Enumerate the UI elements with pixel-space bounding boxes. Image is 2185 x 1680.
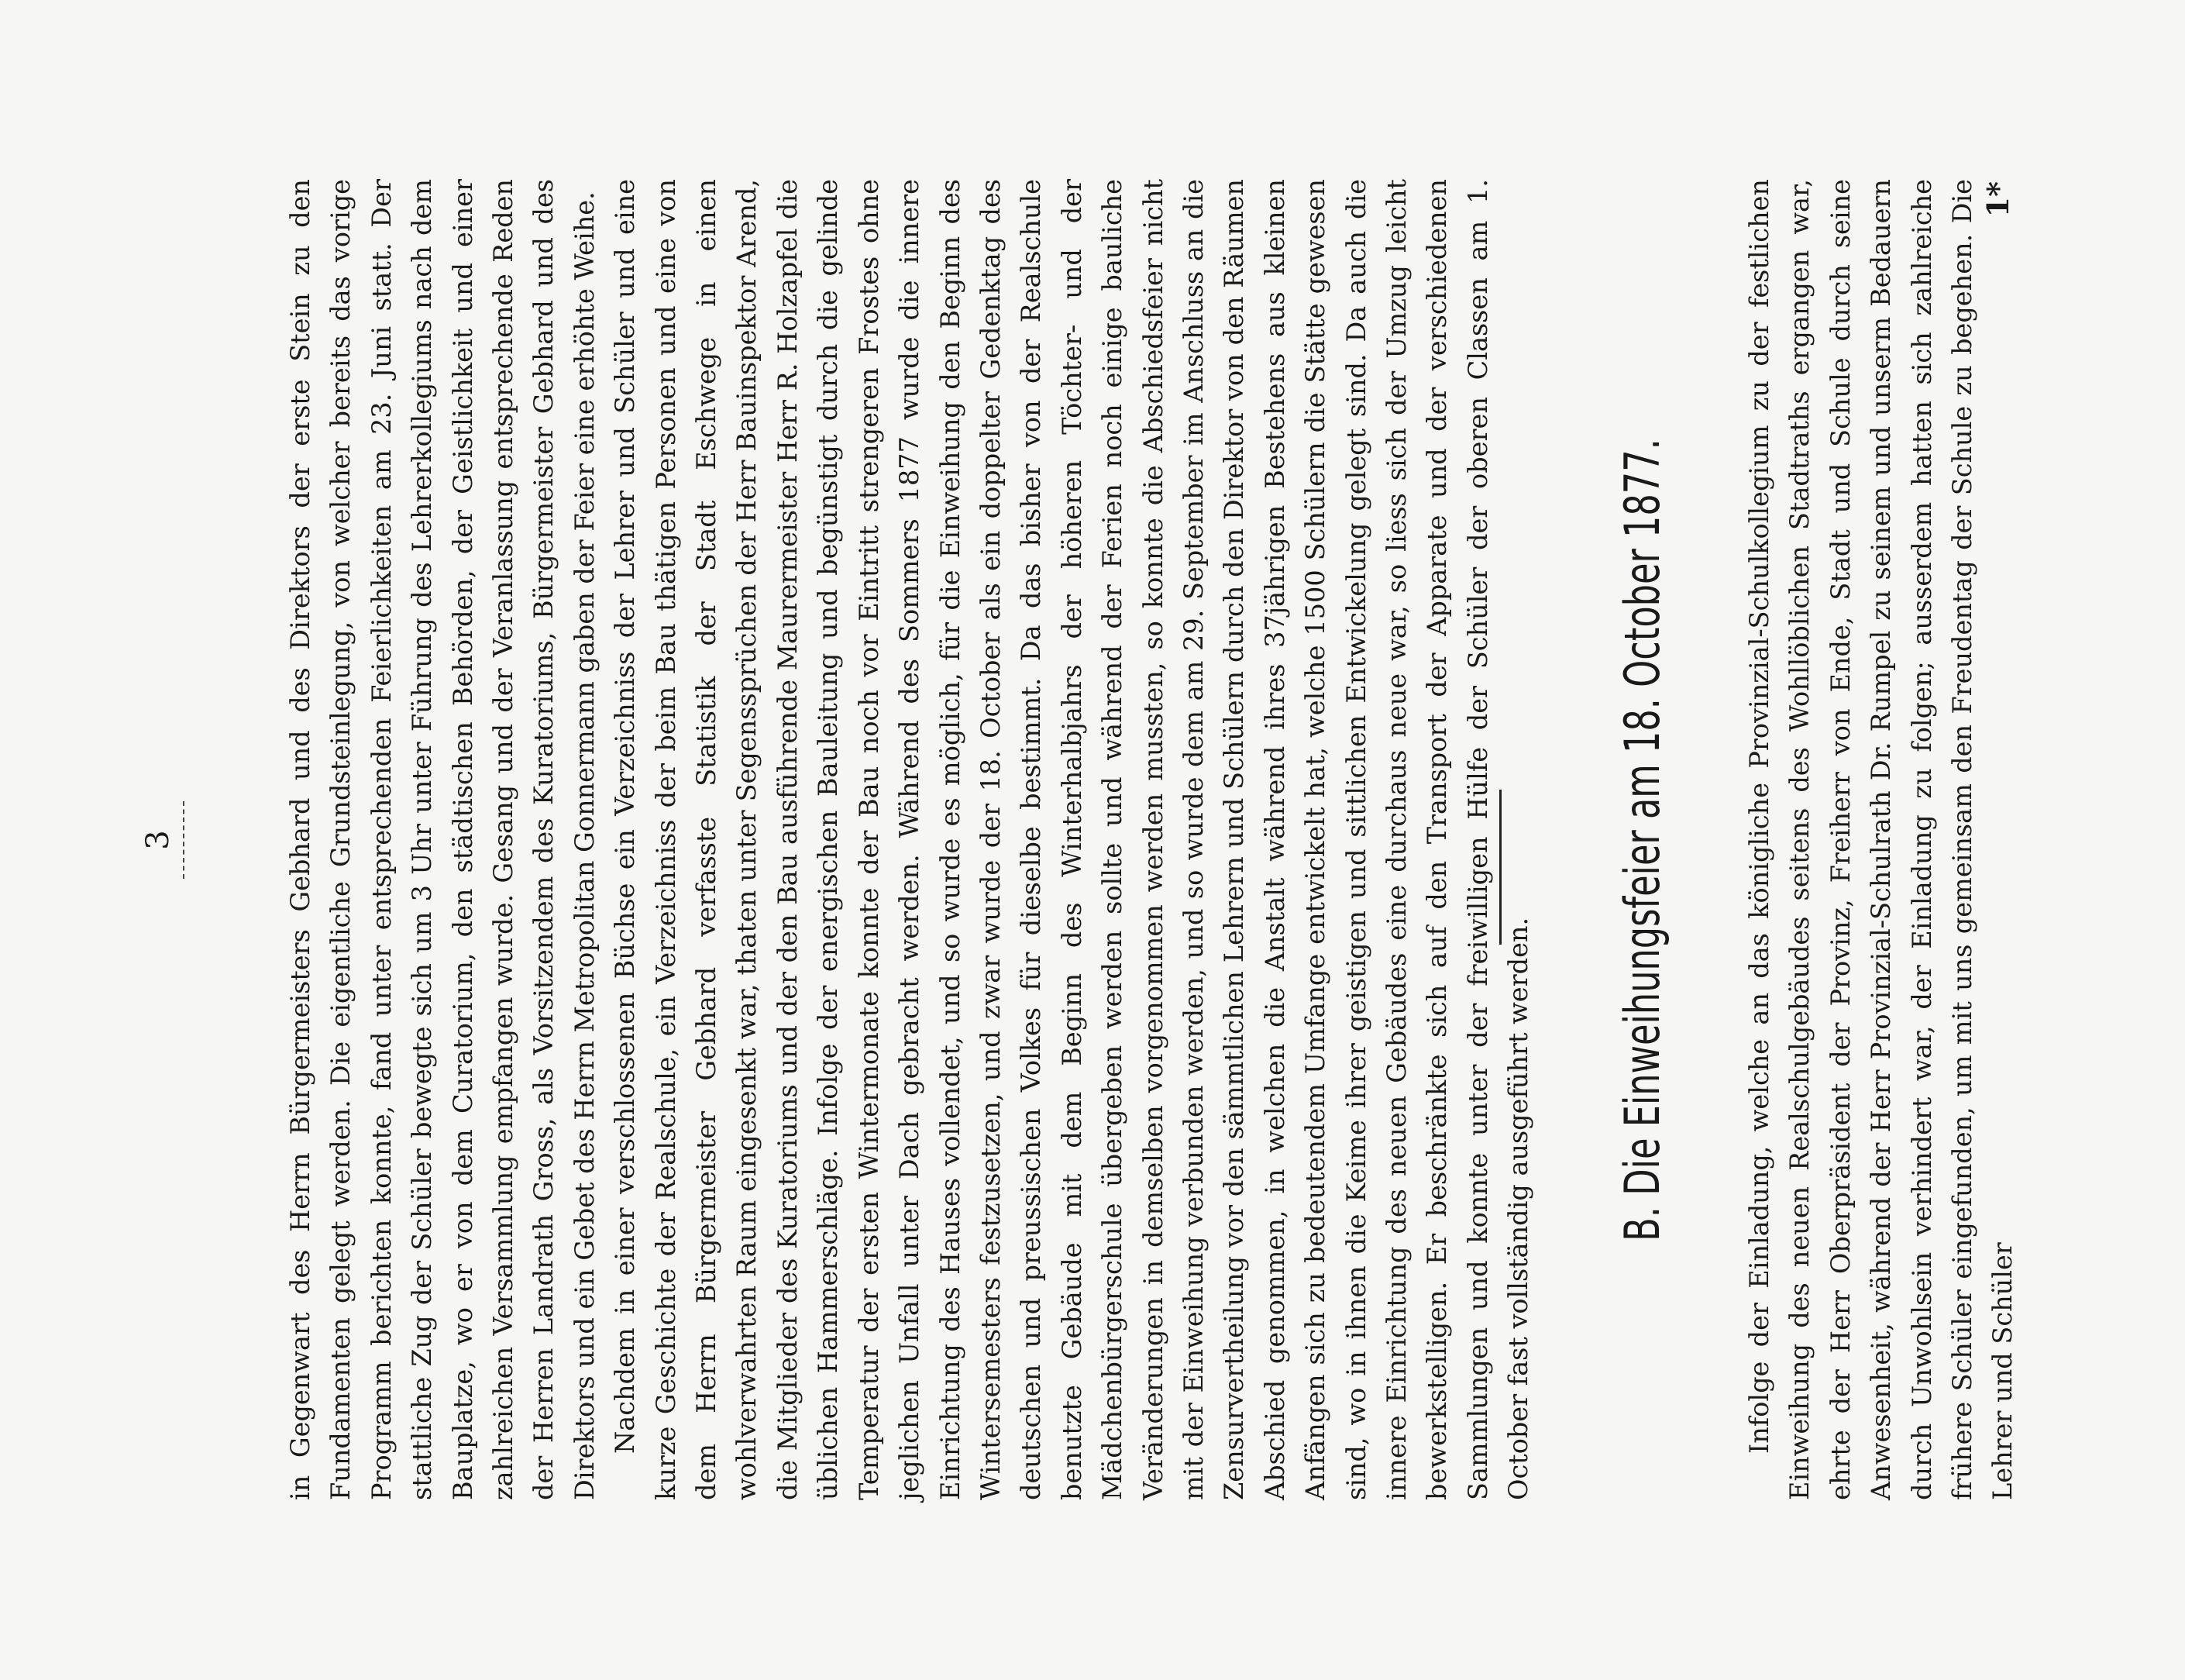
paragraph-grundsteinlegung: in Gegenwart des Herrn Bürgermeisters Gebhard und des Direktors der erste Stein zu den Fundamenten gelegt werden. Die eigentliche Grundsteinlegung, von welcher bereits das vorige Programm berichten konnte, fand unter entsprechenden Feierlichkeiten am 23. Juni statt. Der stattliche Zug der Schüler bewegte sich um 3 Uhr unter Führung des Lehrerkollegiums nach dem Bauplatze, wo er von dem Curatorium, den städtischen Behörden, der Geistlichkeit und einer zahlreichen Versammlung empfangen wurde. Gesang und der Veranlassung entsprechende Reden der Herren Landrath Gross, als Vorsitzendem des Kuratoriums, Bürgermeister Gebhard und des Direktors und ein Gebet des Herrn Metropolitan Gonnermann gaben der Feier eine erhöhte Weihe. [285, 179, 600, 1500]
section-heading: B. Die Einweihungsfeier am 18. October 1877. [1614, 439, 1671, 1241]
signature-mark: 1* [1980, 181, 2015, 218]
paragraph-einweihung: Infolge der Einladung, welche an das königliche Provinzial-Schulkollegium zu der festlichen Einweihung des neuen Realschulgebäudes seitens des Wohllöblichen Stadtraths ergangen war, ehrte der Herr Oberpräsident der Provinz, Freiherr von Ende, Stadt und Schule durch seine Anwesenheit, während der Herr Provinzial-Schulrath Dr. Rumpel zu seinem und unserm Bedauern durch Unwohlsein verhindert war, der Einladung zu folgen; ausserdem hatten sich zahlreiche frühere Schüler eingefunden, um mit uns gemeinsam den Freudentag der Schule zu begehen. Die Lehrer und Schüler [1744, 179, 2018, 1500]
section-text [1739, 179, 2024, 1500]
page-number: 3 [140, 830, 176, 850]
paragraph-bauverlauf: Nachdem in einer verschlossenen Büchse ein Verzeichniss der Lehrer und Schüler und eine kurze Geschichte der Realschule, ein Verzeichniss der beim Bau thätigen Personen und eine von dem Herrn Bürgermeister Gebhard verfasste Statistik der Stadt Eschwege in einen wohlverwahrten Raum eingesenkt war, thaten unter Segenssprüchen der Herr Bauinspektor Arend, die Mitglieder des Kuratoriums und der den Bau ausführende Maurermeister Herr R. Holzapfel die üblichen Hammerschläge. Infolge der energischen Bauleitung und begünstigt durch die gelinde Temperatur der ersten Wintermonate konnte der Bau noch vor Eintritt strengeren Frostes ohne jeglichen Unfall unter Dach gebracht werden. Während des Sommers 1877 wurde die innere Einrichtung des Hauses vollendet, und so wurde es möglich, für die Einweihung den Beginn des Wintersemesters festzusetzen, und zwar wurde der 18. October als ein doppelter Gedenktag des deutschen und preussischen Volkes für dieselbe bestimmt. Da das bisher von der Realschule benutzte Gebäude mit dem Beginn des Winterhalbjahrs der höheren Töchter- und der Mädchenbürgerschule übergeben werden sollte und während der Ferien noch einige bauliche Veränderungen in demselben vorgenommen werden mussten, so konnte die Abschiedsfeier nicht mit der Einweihung verbunden werden, und so wurde dem am 29. September im Anschluss an die Zensurvertheilung vor den sämmtlichen Lehrern und Schülern durch den Direktor von den Räumen Abschied genommen, in welchen die Anstalt während ihres 37jährigen Bestehens aus kleinen Anfängen sich zu bedeutendem Umfange entwickelt hat, welche 1500 Schülern die Stätte gewesen sind, wo in ihnen die Keime ihrer geistigen und sittlichen Entwickelung gelegt sind. Da auch die innere Einrichtung des neuen Gebäudes eine durchaus neue war, so liess sich der Umzug leicht bewerkstelligen. Er beschränkte sich auf den Transport der Apparate und der verschiedenen Sammlungen und konnte unter der freiwilligen Hülfe der Schüler der oberen Classen am 1. October fast vollständig ausgeführt werden. [610, 179, 1534, 1500]
body-text [280, 179, 1540, 1500]
page-number-ornament [183, 801, 184, 879]
section-divider [1499, 790, 1502, 945]
document-page [139, 174, 2046, 1506]
